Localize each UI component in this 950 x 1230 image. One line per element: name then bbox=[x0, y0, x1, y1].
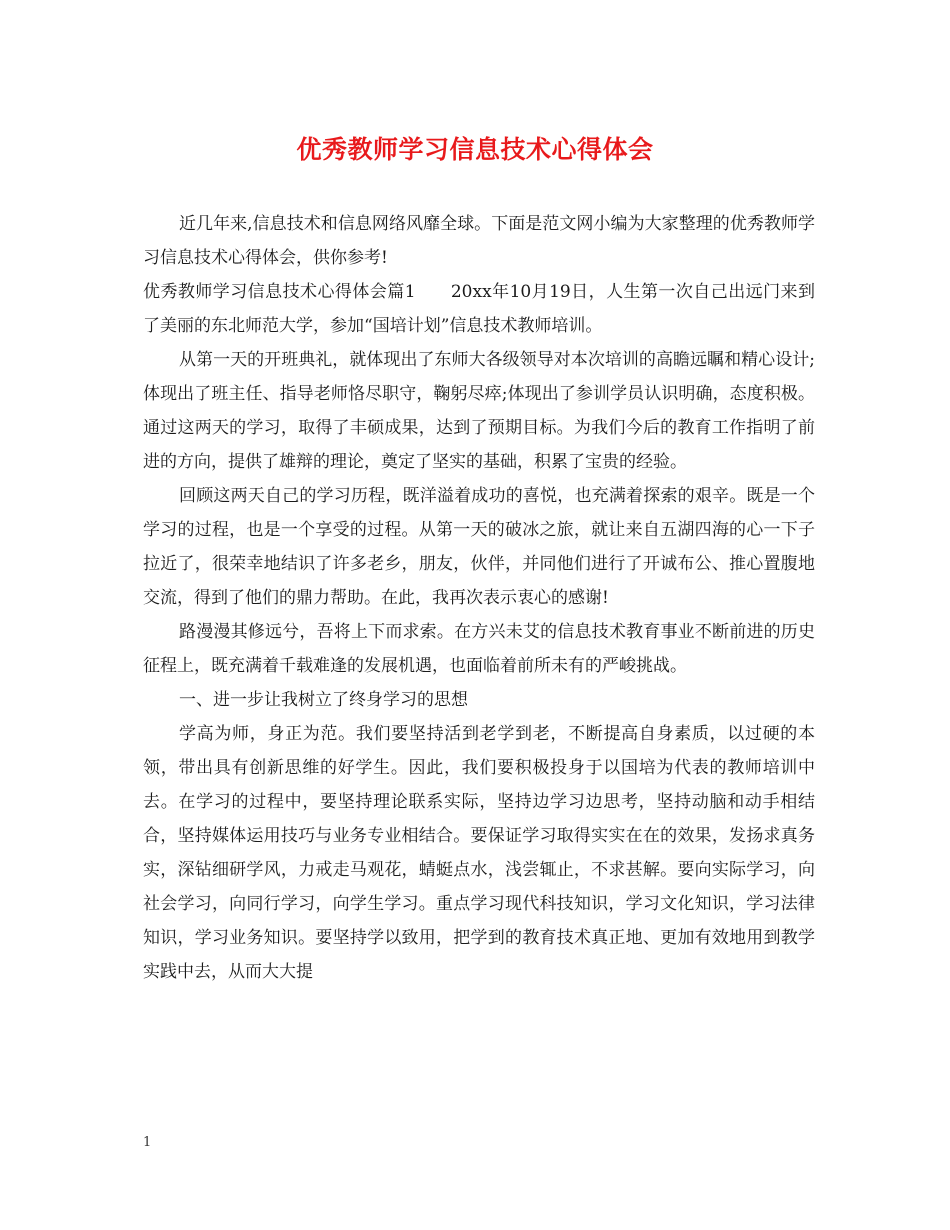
page-number: 1 bbox=[143, 1135, 152, 1150]
paragraph-intro: 近几年来,信息技术和信息网络风靡全球。下面是范文网小编为大家整理的优秀教师学习信息技术心得体会，供你参考! bbox=[143, 214, 815, 268]
document-body bbox=[143, 207, 815, 989]
section-heading-lifelong-learning: 一、进一步让我树立了终身学习的思想 bbox=[179, 690, 468, 710]
paragraph-section-1-opening: 优秀教师学习信息技术心得体会篇1 20xx年10月19日，人生第一次自己出远门来到了美丽的东北师范大学，参加“国培计划”信息技术教师培训。 bbox=[143, 282, 815, 336]
paragraph-learning: 学高为师，身正为范。我们要坚持活到老学到老，不断提高自身素质，以过硬的本领，带出具有创新思维的好学生。因此，我们要积极投身于以国培为代表的教师培训中去。在学习的过程中，要坚持理论联系实际，坚持边学习边思考，坚持动脑和动手相结合，坚持媒体运用技巧与业务专业相结合。要保证学习取得实实在在的效果，发扬求真务实，深钻细研学风，力戒走马观花，蜻蜓点水，浅尝辄止，不求甚解。要向实际学习，向社会学习，向同行学习，向学生学习。重点学习现代科技知识，学习文化知识，学习法律知识，学习业务知识。要坚持学以致用，把学到的教育技术真正地、更加有效地用到教学实践中去，从而大大提 bbox=[143, 724, 815, 982]
document-title: 优秀教师学习信息技术心得体会 bbox=[296, 135, 654, 164]
paragraph-quote: 路漫漫其修远兮，吾将上下而求索。在方兴未艾的信息技术教育事业不断前进的历史征程上，既充满着千载难逢的发展机遇，也面临着前所未有的严峻挑战。 bbox=[143, 622, 815, 676]
paragraph-review: 回顾这两天自己的学习历程，既洋溢着成功的喜悦，也充满着探索的艰辛。既是一个学习的过程，也是一个享受的过程。从第一天的破冰之旅，就让来自五湖四海的心一下子拉近了，很荣幸地结识了许多老乡，朋友，伙伴，并同他们进行了开诚布公、推心置腹地交流，得到了他们的鼎力帮助。在此，我再次表示衷心的感谢! bbox=[143, 486, 815, 608]
paragraph-opening-ceremony: 从第一天的开班典礼，就体现出了东师大各级领导对本次培训的高瞻远瞩和精心设计;体现出了班主任、指导老师恪尽职守，鞠躬尽瘁;体现出了参训学员认识明确，态度积极。通过这两天的学习，取得了丰硕成果，达到了预期目标。为我们今后的教育工作指明了前进的方向，提供了雄辩的理论，奠定了坚实的基础，积累了宝贵的经验。 bbox=[143, 350, 815, 472]
